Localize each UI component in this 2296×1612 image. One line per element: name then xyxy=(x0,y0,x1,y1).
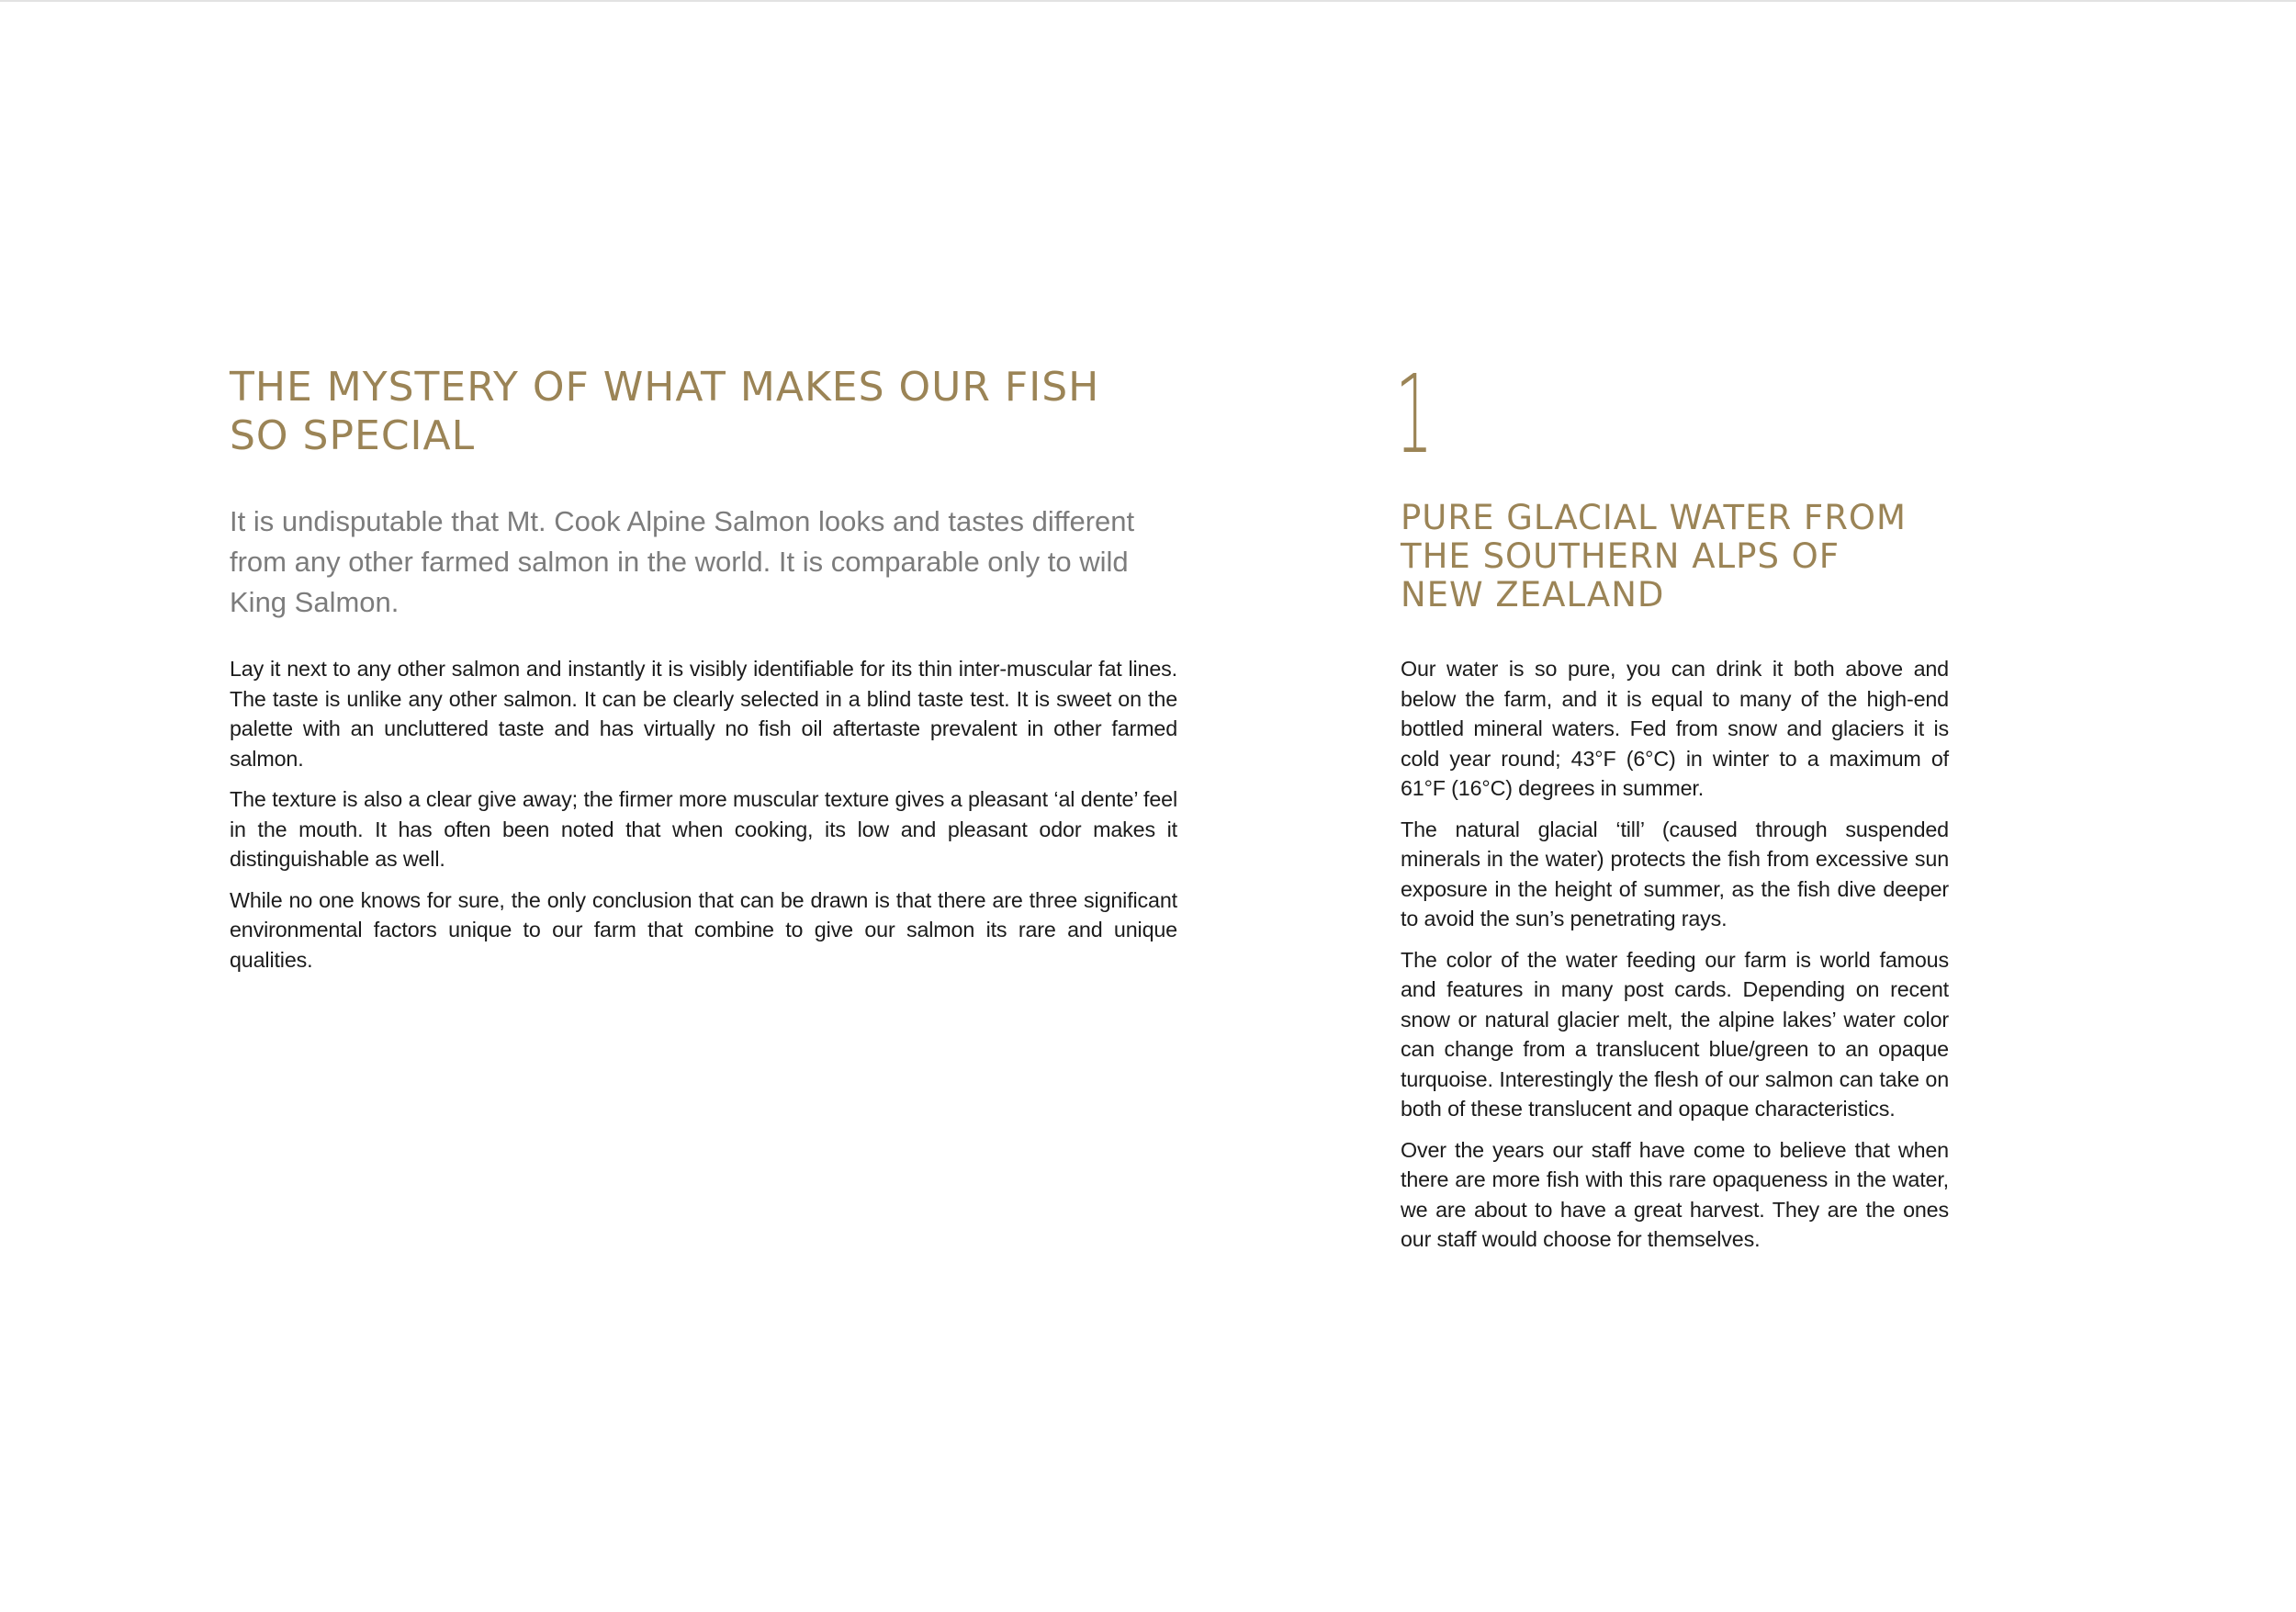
factor-heading-line-1: PURE GLACIAL WATER FROM xyxy=(1401,498,1907,537)
factor-paragraph-2: The natural glacial ‘till’ (caused through suspended minerals in the water) protects the fish from excessive sun exposure in the height of summer, as the fish dive deeper to avoid the sun’s penetrating rays. xyxy=(1401,817,1949,930)
factor-paragraph-3: The color of the water feeding our farm is world famous and features in many post cards. Depending on recent snow or natural glacier melt, the alpine lakes’ water color can change from a translucent blue/green to an opaque turquoise. Interestingly the flesh of our salmon can take on both of these translucent and opaque characteristics. xyxy=(1401,947,1949,1121)
section-heading xyxy=(230,363,1177,460)
factor-heading-line-2: THE SOUTHERN ALPS OF xyxy=(1401,536,1840,576)
factor-paragraph-4: Over the years our staff have come to believe that when there are more fish with this rare opaqueness in the water, we are about to have a great harvest. They are the ones our staff would choose for themselves. xyxy=(1401,1137,1949,1251)
top-border xyxy=(0,0,2296,2)
heading-line-1: THE MYSTERY OF WHAT MAKES OUR FISH xyxy=(230,364,1100,411)
right-column xyxy=(1395,351,1949,1266)
body-paragraph-1: Lay it next to any other salmon and instantly it is visibly identifiable for its thin inter-muscular fat lines. The taste is unlike any other salmon. It can be clearly selected in a blind taste test. It is sweet on the palette with an uncluttered taste and has virtually no fish oil aftertaste prevalent in other farmed salmon. xyxy=(230,657,1177,771)
factor-heading-line-3: NEW ZEALAND xyxy=(1401,575,1665,614)
intro-paragraph: It is undisputable that Mt. Cook Alpine Salmon looks and tastes different from any other farmed salmon in the world. It is comparable only to wild King Salmon. xyxy=(230,505,1135,618)
body-paragraph-3: While no one knows for sure, the only conclusion that can be drawn is that there are three significant environmental factors unique to our farm that combine to give our salmon its rare and unique qualities. xyxy=(230,887,1177,972)
left-body-text xyxy=(230,654,1177,975)
body-paragraph-2: The texture is also a clear give away; the firmer more muscular texture gives a pleasant ‘al dente’ feel in the mouth. It has often been noted that when cooking, its low and pleasant odor makes it distinguishable as well. xyxy=(230,787,1177,871)
left-column xyxy=(230,363,1177,986)
right-body-text xyxy=(1401,654,1949,1255)
heading-line-2: SO SPECIAL xyxy=(230,412,476,459)
factor-heading xyxy=(1401,499,1949,614)
factor-number: 1 xyxy=(1395,351,1434,478)
factor-paragraph-1: Our water is so pure, you can drink it both above and below the farm, and it is equal to many of the high-end bottled mineral waters. Fed from snow and glaciers it is cold year round; 43°F (6°C) in winter to a maximum of 61°F (16°C) degrees in summer. xyxy=(1401,657,1949,800)
